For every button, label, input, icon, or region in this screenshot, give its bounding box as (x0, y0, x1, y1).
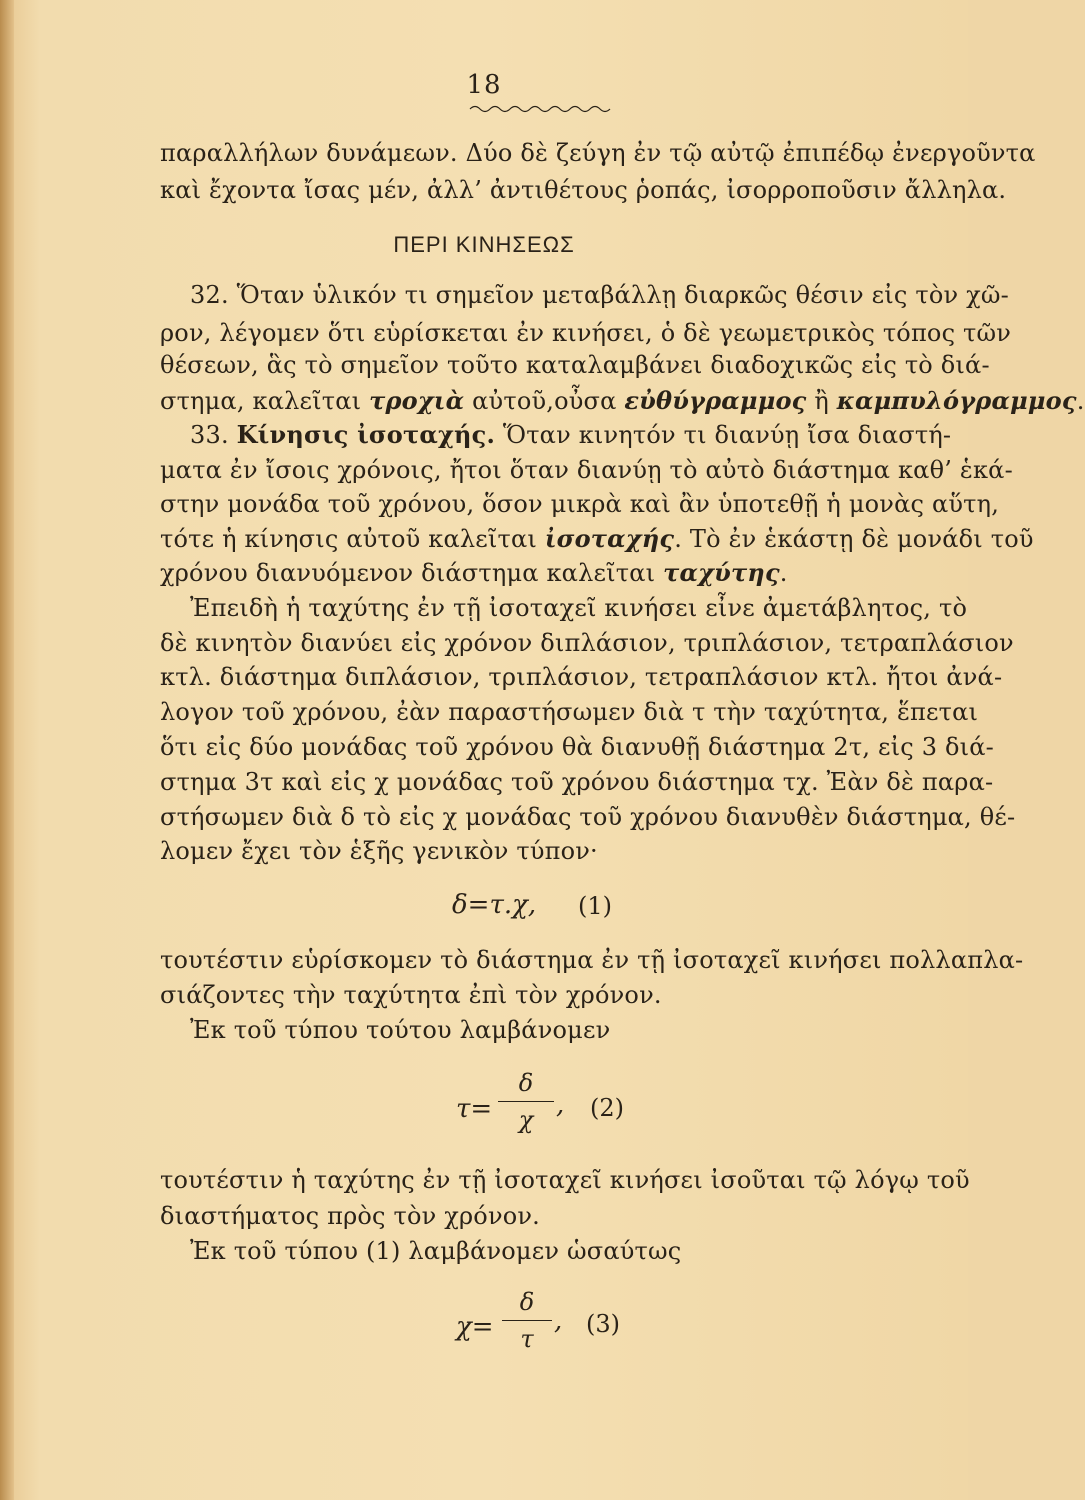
denominator: χ (518, 1106, 534, 1134)
paragraph-32-line: 32. Ὅταν ὑλικόν τι σημεῖον μεταβάλλῃ διαρκῶς θέσιν εἰς τὸν χῶ- (190, 281, 1009, 309)
fraction-bar (502, 1320, 552, 1321)
paragraph-line: στήσωμεν διὰ δ τὸ εἰς χ μονάδας τοῦ χρόνου διανυθὲν διάστημα, θέ- (160, 803, 1016, 831)
formula-2-lhs: τ= (456, 1094, 493, 1124)
ornament-wave-icon (470, 104, 610, 114)
paragraph-33-line: χρόνου διανυόμενον διάστημα καλεῖται ταχύτης. (160, 558, 788, 587)
page-number: 18 (466, 70, 502, 100)
formula-3-lhs: χ= (456, 1312, 494, 1342)
term-kampylogrammos: καμπυλόγραμμος (836, 386, 1077, 415)
denominator: τ (520, 1325, 534, 1353)
numerator: δ (519, 1288, 535, 1316)
equation-number: (3) (586, 1310, 620, 1338)
paragraph-line: Ἐπειδὴ ἡ ταχύτης ἐν τῇ ἰσοταχεῖ κινήσει εἶνε ἀμετάβλητος, τὸ (190, 594, 968, 622)
paragraph-line: λομεν ἔχει τὸν ἑξῆς γενικὸν τύπον· (160, 837, 598, 865)
paragraph-33-line: τότε ἡ κίνησις αὐτοῦ καλεῖται ἰσοταχής. Τὸ ἐν ἑκάστῃ δὲ μονάδι τοῦ (160, 524, 1034, 553)
formula-3-fraction (502, 1287, 552, 1354)
paragraph-33-line: ματα ἐν ἴσοις χρόνοις, ἤτοι ὅταν διανύῃ τὸ αὐτὸ διάστημα καθ’ ἑκά- (160, 456, 1013, 484)
term-euthygrammos: εὐθύγραμμος (624, 386, 807, 415)
paragraph-line: ὅτι εἰς δύο μονάδας τοῦ χρόνου θὰ διανυθῇ διάστημα 2τ, εἰς 3 διά- (160, 733, 994, 761)
formula-1: δ=τ.χ, (452, 890, 537, 920)
paragraph-33-line: στην μονάδα τοῦ χρόνου, ὅσον μικρὰ καὶ ἂν ὑποτεθῇ ἡ μονὰς αὕτη, (160, 490, 1000, 518)
paragraph-title: Κίνησις ἰσοταχής. (236, 420, 496, 449)
formula-2-comma: , (556, 1090, 565, 1120)
equation-number: (1) (578, 892, 612, 920)
text-line: τουτέστιν ἡ ταχύτης ἐν τῇ ἰσοταχεῖ κινήσει ἰσοῦται τῷ λόγῳ τοῦ (160, 1166, 970, 1194)
paragraph-number: 33. (190, 421, 229, 449)
page-edge (0, 0, 14, 1500)
text-line: Ἐκ τοῦ τύπου (1) λαμβάνομεν ὡσαύτως (190, 1237, 682, 1265)
formula-2-fraction (498, 1068, 554, 1135)
paragraph-line: στημα 3τ καὶ εἰς χ μονάδας τοῦ χρόνου διάστημα τχ. Ἐὰν δὲ παρα- (160, 768, 994, 796)
paragraph-33-line: 33. Κίνησις ἰσοταχής. Ὅταν κινητόν τι διανύῃ ἴσα διαστή- (190, 420, 952, 449)
paragraph-number: 32. (190, 281, 229, 309)
text-line: σιάζοντες τὴν ταχύτητα ἐπὶ τὸν χρόνον. (160, 981, 662, 1009)
paragraph-line: δὲ κινητὸν διανύει εἰς χρόνον διπλάσιον, τριπλάσιον, τετραπλάσιον (160, 629, 1014, 657)
paragraph-32-line: ρον, λέγομεν ὅτι εὑρίσκεται ἐν κινήσει, ὁ δὲ γεωμετρικὸς τόπος τῶν (160, 319, 1012, 347)
term-tachytis: ταχύτης (663, 558, 780, 587)
paragraph-line: λογον τοῦ χρόνου, ἐὰν παραστήσωμεν διὰ τ τὴν ταχύτητα, ἕπεται (160, 698, 979, 726)
fraction-bar (498, 1101, 554, 1102)
text-line: διαστήματος πρὸς τὸν χρόνον. (160, 1202, 541, 1230)
paragraph-32-line: θέσεων, ἃς τὸ σημεῖον τοῦτο καταλαμβάνει διαδοχικῶς εἰς τὸ διά- (160, 351, 990, 379)
text-line: Ἐκ τοῦ τύπου τούτου λαμβάνομεν (190, 1016, 611, 1044)
text-line: παραλλήλων δυνάμεων. Δύο δὲ ζεύγη ἐν τῷ αὐτῷ ἐπιπέδῳ ἐνεργοῦντα (160, 139, 1036, 167)
paragraph-line: κτλ. διάστημα διπλάσιον, τριπλάσιον, τετραπλάσιον κτλ. ἤτοι ἀνά- (160, 663, 1003, 691)
term-isotachis: ἰσοταχής (544, 524, 675, 553)
section-heading: ΠΕΡΙ ΚΙΝΗΣΕΩΣ (393, 232, 575, 257)
paragraph-32-line: στημα, καλεῖται τροχιὰ αὐτοῦ,οὖσα εὐθύγραμμος ἢ καμπυλόγραμμος. (160, 386, 1085, 415)
equation-number: (2) (590, 1094, 624, 1122)
text-line: τουτέστιν εὑρίσκομεν τὸ διάστημα ἐν τῇ ἰσοταχεῖ κινήσει πολλαπλα- (160, 946, 1024, 974)
numerator: δ (518, 1069, 534, 1097)
term-trochia: τροχιὰ (369, 386, 465, 415)
formula-3-comma: , (554, 1306, 563, 1336)
text-line: καὶ ἔχοντα ἴσας μέν, ἀλλ’ ἀντιθέτους ῥοπάς, ἰσορροποῦσιν ἄλληλα. (160, 176, 1007, 204)
